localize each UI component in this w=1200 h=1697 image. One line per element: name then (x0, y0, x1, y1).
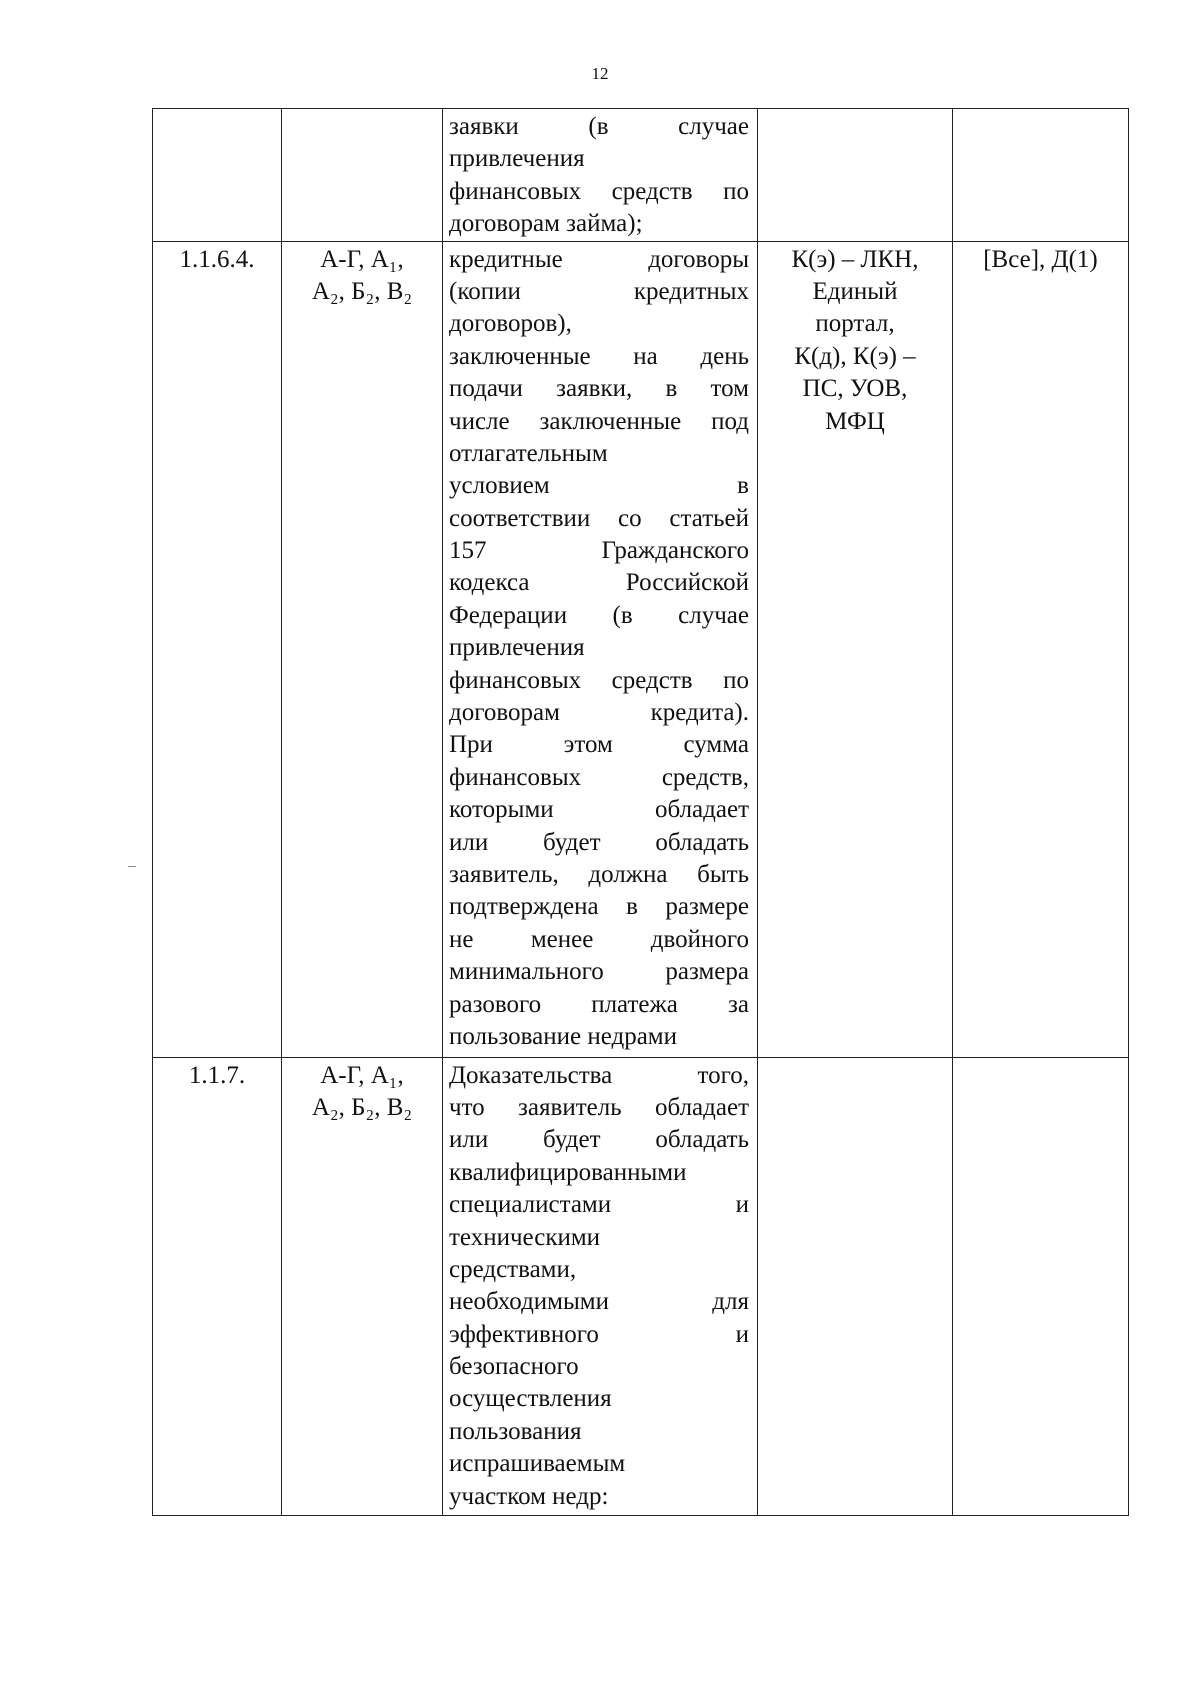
description-line: 157 Гражданского (449, 537, 749, 565)
description-line: привлечения (449, 145, 585, 173)
category-line: А₂, Б₂, В₂ (311, 1093, 413, 1121)
row-number-cell (153, 109, 282, 242)
description-line: заявитель, должна быть (449, 860, 749, 888)
description-line: испрашиваемым (449, 1450, 626, 1478)
description-line: необходимыми для (449, 1288, 749, 1316)
description-line: привлечения (449, 634, 585, 662)
table-row (153, 109, 1129, 242)
description-line: разового платежа за (449, 990, 749, 1018)
description-line: финансовых средств по (449, 177, 749, 205)
category-line: А-Г, А₁, (320, 245, 404, 273)
description-line: соответствии со статьей (449, 504, 749, 532)
category-cell (282, 241, 443, 1057)
method-line: портал, (815, 310, 895, 338)
description-line: подтверждена в размере (449, 893, 749, 921)
description-line: договорам кредита). (449, 699, 749, 727)
description-line: кредитные договоры (449, 245, 749, 273)
method-line: Единый (812, 277, 898, 305)
description-line: что заявитель обладает (449, 1093, 749, 1121)
row-number-cell: 1.1.6.4. (153, 241, 282, 1057)
page-number: 12 (591, 64, 609, 83)
submission-method-cell (758, 1057, 953, 1515)
description-line: финансовых средств, (449, 763, 749, 791)
description-line: подачи заявки, в том (449, 375, 749, 403)
description-cell (443, 1057, 758, 1515)
description-line: не менее двойного (449, 925, 749, 953)
category-line: А-Г, А₁, (320, 1061, 404, 1089)
description-line: финансовых средств по (449, 666, 749, 694)
description-line: квалифицированными (449, 1158, 687, 1186)
table-row (153, 241, 1129, 1057)
description-line: осуществления (449, 1385, 612, 1413)
description-cell (443, 241, 758, 1057)
description-line: средствами, (449, 1255, 577, 1283)
method-line: К(д), К(э) – (794, 342, 916, 370)
category-line: А₂, Б₂, В₂ (311, 277, 413, 305)
description-line: При этом сумма (449, 731, 749, 759)
description-line: техническими (449, 1223, 601, 1251)
description-line: договорам займа); (449, 210, 643, 238)
table-row (153, 1057, 1129, 1515)
description-line: или будет обладать (449, 828, 749, 856)
method-line: К(э) – ЛКН, (791, 245, 919, 273)
submission-method-cell (758, 241, 953, 1057)
description-line: договоров), (449, 310, 572, 338)
description-cell (443, 109, 758, 242)
description-line: заявки (в случае (449, 113, 749, 140)
description-line: Федерации (в случае (449, 601, 749, 629)
method-line: МФЦ (825, 407, 885, 435)
requirements-table (152, 108, 1129, 1516)
description-line: числе заключенные под (449, 407, 749, 435)
description-line: отлагательным (449, 439, 608, 467)
description-line: или будет обладать (449, 1126, 749, 1154)
description-line: (копии кредитных (449, 277, 749, 305)
note-cell (953, 109, 1129, 242)
description-line: которыми обладает (449, 796, 749, 824)
description-line: специалистами и (449, 1191, 749, 1219)
description-line: минимального размера (449, 958, 749, 986)
description-line: пользование недрами (449, 1022, 677, 1050)
row-number-cell: 1.1.7. (153, 1057, 282, 1515)
description-line: пользования (449, 1417, 582, 1445)
note-cell (953, 1057, 1129, 1515)
category-cell (282, 1057, 443, 1515)
description-line: участком недр: (449, 1482, 609, 1510)
scan-artifact (128, 866, 136, 867)
submission-method-cell (758, 109, 953, 242)
description-line: кодекса Российской (449, 569, 749, 597)
note-cell: [Все], Д(1) (953, 241, 1129, 1057)
description-line: Доказательства того, (449, 1061, 749, 1089)
method-line: ПС, УОВ, (802, 375, 908, 403)
category-cell (282, 109, 443, 242)
description-line: условием в (449, 472, 749, 500)
description-line: безопасного (449, 1353, 579, 1381)
description-line: эффективного и (449, 1320, 749, 1348)
table-body (153, 109, 1129, 1516)
description-line: заключенные на день (449, 342, 749, 370)
